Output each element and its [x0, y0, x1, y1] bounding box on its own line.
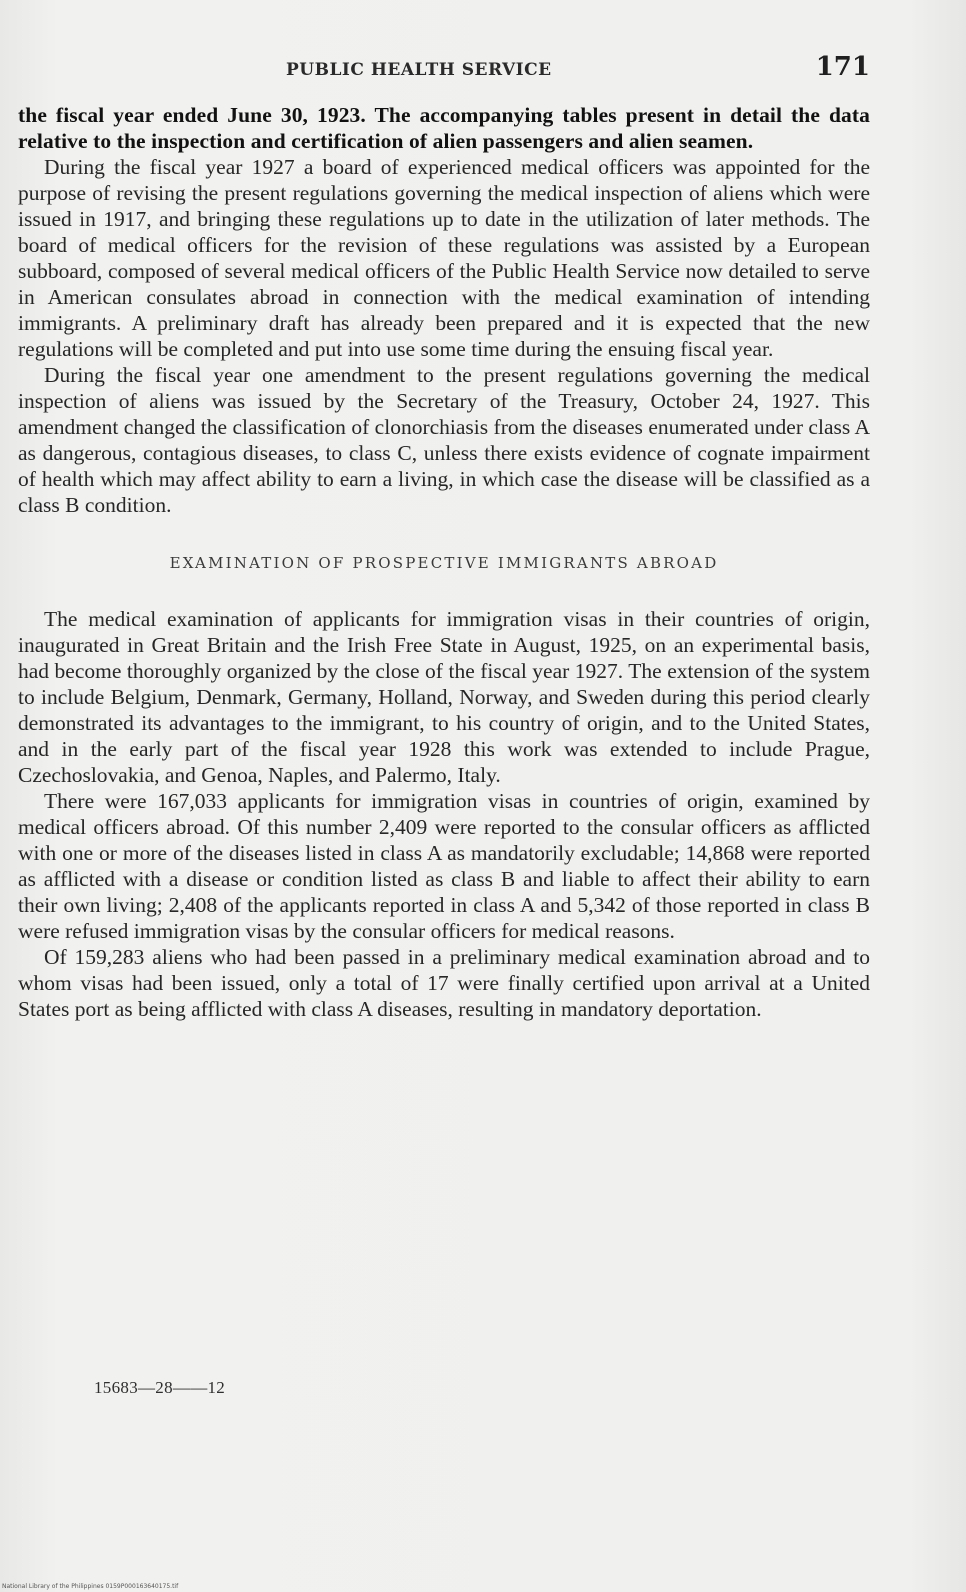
page-header	[18, 54, 870, 90]
library-watermark: National Library of the Philippines 0159P000163640175.tif	[2, 1583, 179, 1590]
running-head: PUBLIC HEALTH SERVICE	[286, 60, 552, 80]
page-number: 171	[815, 52, 870, 82]
paragraph-examination-abroad: The medical examination of applicants for immigration visas in their countries of origin, inaugurated in Great Britain and the Irish Free State in August, 1925, on an experimental basis, had become thoroughly organized by the close of the fiscal year 1927. The extension of the system to include Belgium, Denmark, Germany, Holland, Norway, and Sweden during this period clearly demonstrated its advantages to the immigrant, to his country of origin, and to the United States, and in the early part of the fiscal year 1928 this work was extended to include Prague, Czechoslovakia, and Genoa, Naples, and Palermo, Italy.	[18, 607, 870, 787]
section-heading: EXAMINATION OF PROSPECTIVE IMMIGRANTS ABROAD	[169, 554, 719, 572]
paragraph-applicant-statistics: There were 167,033 applicants for immigration visas in countries of origin, examined by medical officers abroad. Of this number 2,409 were reported to the consular officers as afflicted with one or more of the diseases listed in class A as mandatorily excludable; 14,868 were reported as afflicted with a disease or condition listed as class B and liable to affect their ability to earn their own living; 2,408 of the applicants reported in class A and 5,342 of those reported in class B were refused immigration visas by the consular officers for medical reasons.	[18, 789, 870, 943]
paragraph-deportation: Of 159,283 aliens who had been passed in a preliminary medical examination abroad and to whom visas had been issued, only a total of 17 were finally certified upon arrival at a United States port as being afflicted with class A diseases, resulting in mandatory deportation.	[18, 945, 870, 1021]
body-text	[18, 102, 870, 1022]
paragraph-amendment: During the fiscal year one amendment to the present regulations governing the medical inspection of aliens was issued by the Secretary of the Treasury, October 24, 1927. This amendment changed the classification of clonorchiasis from the diseases enumerated under class A as dangerous, contagious diseases, to class C, unless there exists evidence of cognate impairment of health which may affect ability to earn a living, in which case the disease will be classified as a class B condition.	[18, 363, 870, 517]
paragraph-continuation: the fiscal year ended June 30, 1923. The accompanying tables present in detail the data relative to the inspection and certification of alien passengers and alien seamen.	[18, 103, 870, 153]
paragraph-board-of-officers: During the fiscal year 1927 a board of experienced medical officers was appointed for the purpose of revising the present regulations governing the medical inspection of aliens which were issued in 1917, and bringing these regulations up to date in the utilization of later methods. The board of medical officers for the revision of these regulations was assisted by a European subboard, composed of several medical officers of the Public Health Service now detailed to serve in American consulates abroad in connection with the medical examination of intending immigrants. A preliminary draft has already been prepared and it is expected that the new regulations will be completed and put into use some time during the ensuing fiscal year.	[18, 155, 870, 361]
print-code: 15683—28——12	[94, 1378, 226, 1397]
